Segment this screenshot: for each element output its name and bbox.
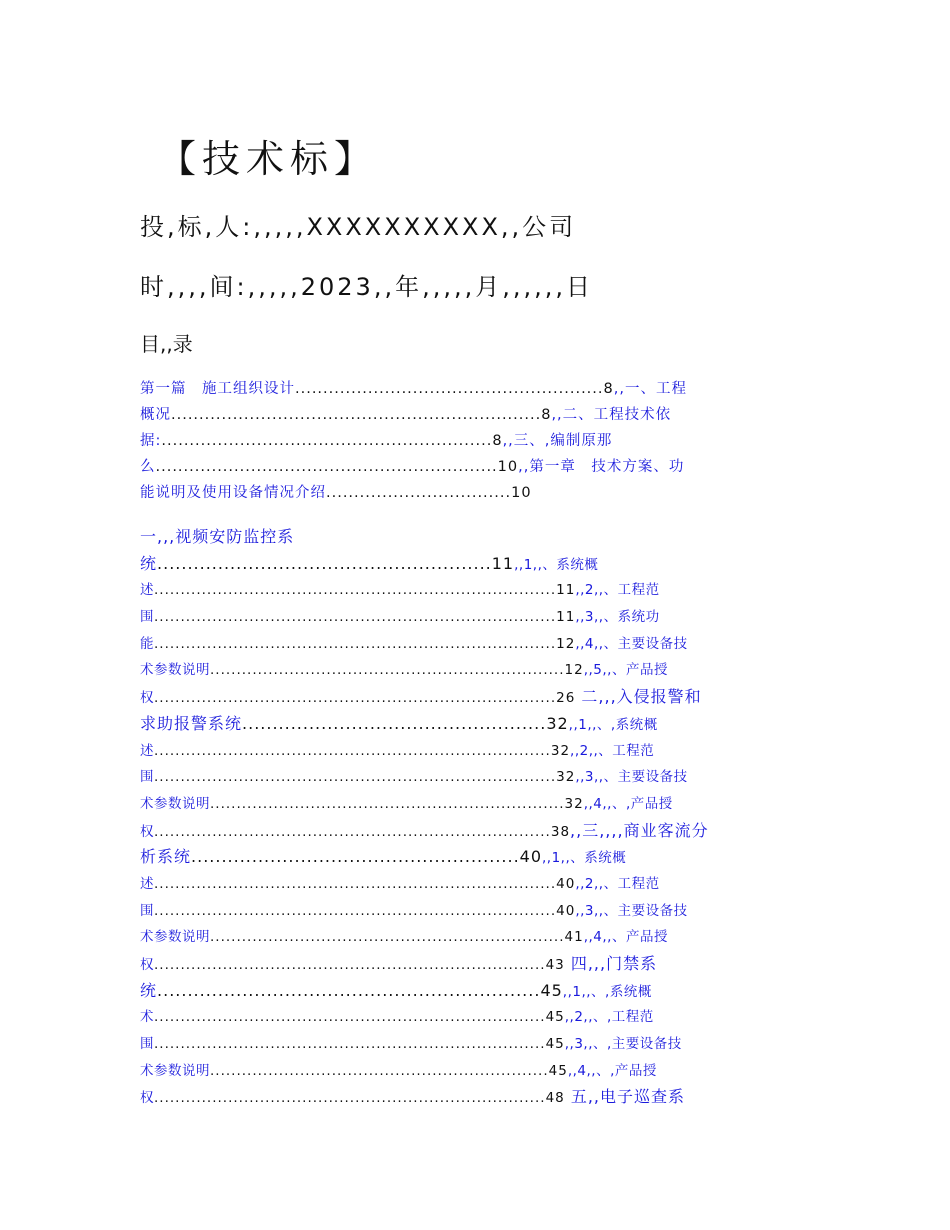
- toc-line[interactable]: [140, 1084, 812, 1111]
- toc-entry-text: 权: [140, 1090, 154, 1107]
- toc-entry-text: ,,3,,、系统功: [575, 609, 660, 626]
- toc-entry-text: 述: [140, 582, 154, 599]
- toc-entry-text: 述: [140, 875, 154, 892]
- toc-line[interactable]: [140, 480, 812, 506]
- bidder-line: 投,标,人:,,,,,XXXXXXXXXX,,公司: [140, 213, 577, 241]
- toc-line[interactable]: [140, 604, 812, 631]
- toc-page-number: 10: [511, 485, 532, 501]
- toc-line[interactable]: [140, 657, 812, 684]
- toc-entry-text: ,,1,,、,系统概: [568, 716, 658, 733]
- toc-line[interactable]: [140, 898, 812, 925]
- toc-line[interactable]: [140, 738, 812, 765]
- toc-line[interactable]: [140, 871, 812, 898]
- toc-entry-text: ,,二、工程技术依: [551, 407, 672, 423]
- toc-page-number: 45: [548, 1062, 568, 1079]
- toc-line[interactable]: [140, 376, 812, 402]
- toc-leader: ..................................................................: [171, 407, 542, 423]
- toc-page-number: 26: [556, 690, 576, 707]
- toc-leader: ...........................................................................: [154, 742, 551, 759]
- toc-entry-text: ,,三、,编制原那: [502, 433, 613, 449]
- toc-leader: .................................: [326, 485, 512, 501]
- toc-leader: ...........................................................................: [154, 823, 551, 840]
- toc-entry-text: 二,,,入侵报警和: [575, 687, 702, 707]
- toc-leader: ..........................................................................: [154, 1009, 546, 1026]
- toc-entry-text: ,,第一章 技术方案、功: [518, 459, 685, 475]
- toc-line[interactable]: [140, 631, 812, 658]
- toc-page-number: 8: [603, 381, 614, 397]
- toc-entry-text: 求助报警系统: [140, 713, 243, 733]
- toc-entry-text: 围: [140, 902, 154, 919]
- toc-entry-text: ,,3,,、主要设备技: [575, 769, 688, 786]
- toc-leader: .......................................................: [157, 553, 492, 573]
- toc-leader: ............................................................................: [154, 769, 557, 786]
- toc-line[interactable]: [140, 951, 812, 978]
- toc-entry-text: ,,2,,、工程范: [570, 742, 655, 759]
- toc-entry-text: 术: [140, 1009, 154, 1026]
- toc-leader: ................................................................: [210, 1062, 549, 1079]
- toc-entry-text: 第一篇 施工组织设计: [140, 381, 295, 397]
- toc-line[interactable]: [140, 577, 812, 604]
- toc-leader: ...................................................................: [210, 662, 565, 679]
- toc-line[interactable]: [140, 978, 812, 1005]
- spacer: [140, 506, 812, 524]
- toc-page-number: 41: [564, 929, 584, 946]
- toc-page-number: 32: [550, 742, 571, 759]
- toc-leader: ..................................................: [242, 713, 547, 733]
- toc-leader: ............................................................................: [154, 582, 557, 599]
- toc-line[interactable]: [140, 791, 812, 818]
- toc-line[interactable]: [140, 1058, 812, 1085]
- toc-leader: .............................................................: [155, 459, 498, 475]
- toc-page-number: 32: [546, 713, 569, 733]
- toc-leader: ...........................................................: [161, 433, 493, 449]
- toc-entry-text: 权: [140, 823, 154, 840]
- toc-entry-text: ,,2,,、工程范: [575, 875, 660, 892]
- toc-line[interactable]: [140, 428, 812, 454]
- toc-entry-text: 析系统: [140, 847, 192, 867]
- toc-page-number: 40: [556, 902, 576, 919]
- toc-entry-text: ,,1,,、,系统概: [562, 983, 652, 1000]
- toc-entry-text: ,,5,,、产品授: [583, 662, 668, 679]
- toc-entry-text: 述: [140, 742, 154, 759]
- toc-page-number: 45: [545, 1036, 565, 1053]
- toc-page-number: 40: [556, 875, 576, 892]
- toc-line[interactable]: [140, 684, 812, 711]
- toc-page-number: 45: [540, 980, 563, 1000]
- toc-entry-text: ,,4,,、,产品授: [567, 1062, 657, 1079]
- toc-leader: ...................................................................: [210, 929, 565, 946]
- toc-line[interactable]: [140, 818, 812, 845]
- toc-leader: ..........................................................................: [154, 1036, 546, 1053]
- toc-entry-text: 么: [140, 459, 156, 475]
- toc-page-number: 12: [564, 662, 584, 679]
- toc-leader: ............................................................................: [154, 875, 557, 892]
- toc-entry-text: ,,1,,、系统概: [542, 850, 627, 867]
- toc-entry-text: 四,,,门禁系: [564, 954, 658, 973]
- toc-leader: ............................................................................: [154, 690, 557, 707]
- toc-page-number: 43: [545, 957, 565, 973]
- toc-line[interactable]: [140, 402, 812, 428]
- toc-entry-text: 统: [140, 553, 158, 573]
- toc-entry-text: 统: [140, 980, 158, 1000]
- toc-entry-text: ,,3,,、主要设备技: [575, 902, 688, 919]
- toc-entry-text: ,,4,,、主要设备技: [575, 635, 688, 652]
- toc-leader: ...............................................................: [157, 980, 541, 1000]
- toc-entry-text: 围: [140, 1036, 154, 1053]
- toc-leader: ..........................................................................: [154, 957, 546, 973]
- table-of-contents: [140, 376, 812, 1111]
- toc-line[interactable]: [140, 454, 812, 480]
- toc-entry-text: ,,4,,、,产品授: [583, 795, 673, 812]
- toc-entry-text: ,,2,,、,工程范: [564, 1009, 654, 1026]
- document-title: 【技术标】: [158, 137, 379, 181]
- toc-entry-text: 权: [140, 690, 154, 707]
- toc-entry-text: ,,1,,、系统概: [514, 556, 599, 573]
- toc-entry-text: ,,4,,、产品授: [583, 929, 668, 946]
- toc-entry-text: ,,一、工程: [613, 381, 687, 397]
- toc-heading: 目,,录: [140, 332, 193, 356]
- toc-leader: ......................................................: [191, 847, 520, 867]
- toc-leader: .......................................................: [295, 381, 604, 397]
- toc-page-number: 10: [497, 459, 519, 475]
- toc-line[interactable]: [140, 844, 812, 871]
- toc-page-number: 32: [556, 769, 576, 786]
- toc-page-number: 8: [492, 433, 503, 449]
- toc-entry-text: 术参数说明: [140, 929, 210, 946]
- toc-entry-text: 五,,电子巡查系: [564, 1087, 686, 1107]
- toc-leader: ............................................................................: [154, 609, 557, 626]
- toc-page-number: 11: [556, 582, 576, 599]
- toc-line[interactable]: [140, 551, 812, 578]
- toc-line[interactable]: [140, 924, 812, 951]
- toc-entry-text: 围: [140, 609, 154, 626]
- toc-entry-text: 能: [140, 635, 154, 652]
- toc-page-number: 12: [556, 635, 576, 652]
- toc-entry-text: 概况: [140, 407, 171, 423]
- toc-page-number: 38: [550, 823, 571, 840]
- toc-page-number: 45: [545, 1009, 565, 1026]
- toc-line[interactable]: [140, 711, 812, 738]
- toc-leader: ..........................................................................: [154, 1090, 546, 1107]
- toc-leader: ...................................................................: [210, 795, 565, 812]
- toc-entry-text: ,,三,,,,商业客流分: [570, 820, 709, 840]
- toc-page-number: 48: [545, 1090, 565, 1107]
- toc-entry-text: 术参数说明: [140, 795, 210, 812]
- toc-entry-text: 权: [140, 957, 154, 973]
- toc-entry-text: 一,,,视频安防监控系: [140, 527, 295, 546]
- toc-leader: ............................................................................: [154, 635, 557, 652]
- toc-entry-text: 能说明及使用设备情况介绍: [140, 485, 326, 501]
- toc-entry-text: 术参数说明: [140, 662, 210, 679]
- date-line: 时,,,,间:,,,,,2023,,年,,,,,月,,,,,,日: [140, 273, 593, 301]
- toc-entry-text: 术参数说明: [140, 1062, 210, 1079]
- toc-entry-text: ,,3,,、,主要设备技: [564, 1036, 682, 1053]
- toc-line[interactable]: [140, 1004, 812, 1031]
- toc-leader: ............................................................................: [154, 902, 557, 919]
- toc-page-number: 11: [556, 609, 576, 626]
- toc-line[interactable]: [140, 764, 812, 791]
- toc-page-number: 8: [541, 407, 552, 423]
- toc-page-number: 40: [519, 847, 543, 867]
- toc-entry-text: ,,2,,、工程范: [575, 582, 660, 599]
- toc-line[interactable]: [140, 524, 812, 551]
- toc-entry-text: 据:: [140, 433, 162, 449]
- toc-page-number: 11: [491, 553, 515, 573]
- toc-page-number: 32: [564, 795, 584, 812]
- toc-entry-text: 围: [140, 769, 154, 786]
- toc-line[interactable]: [140, 1031, 812, 1058]
